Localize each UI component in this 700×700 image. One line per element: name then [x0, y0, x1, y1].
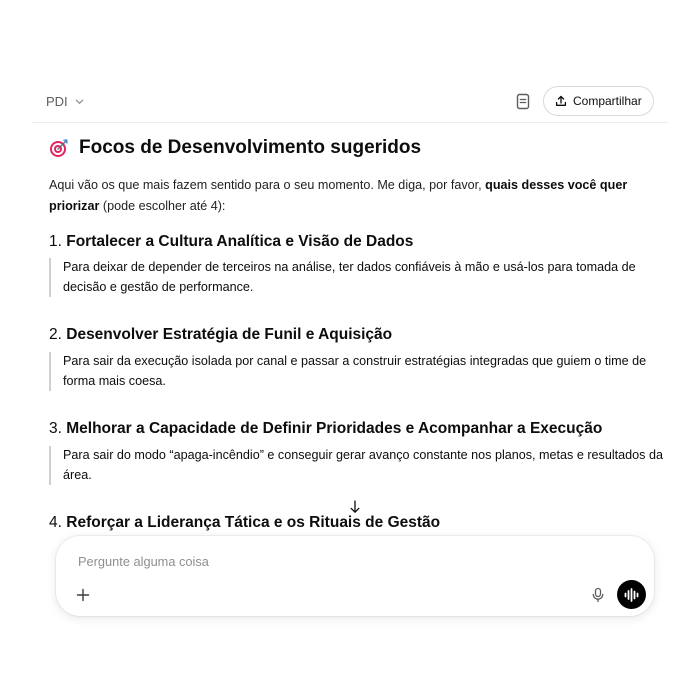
microphone-icon: [591, 587, 605, 603]
waveform-icon: [624, 588, 639, 602]
section-heading-text: Melhorar a Capacidade de Definir Prioridades e Acompanhar a Execução: [66, 420, 603, 437]
share-button[interactable]: [543, 86, 654, 116]
target-icon: [49, 138, 69, 158]
upload-icon: [555, 95, 567, 107]
section-heading-text: Reforçar a Liderança Tática e os Rituais de Gestão: [66, 514, 441, 531]
add-attachment-button[interactable]: [70, 582, 96, 608]
section-number: 4.: [49, 514, 62, 531]
section-heading-2: [49, 323, 392, 347]
message-title: [49, 134, 655, 162]
arrow-down-icon: [349, 500, 361, 514]
prompt-input[interactable]: [76, 550, 600, 572]
section-description-2: Para sair da execução isolada por canal e passar a construir estratégias integradas que guiem o time de forma mais coesa.: [49, 352, 663, 391]
section-number: 1.: [49, 233, 62, 250]
section-description-3: Para sair do modo “apaga-incêndio” e conseguir gerar avanço constante nos planos, metas e resultados da área.: [49, 446, 663, 485]
share-button-label: Compartilhar: [573, 94, 642, 108]
model-selector[interactable]: [46, 90, 85, 112]
assistant-message: [49, 134, 663, 531]
message-title-text: Focos de Desenvolvimento sugeridos: [79, 137, 422, 158]
section-heading-3: [49, 417, 602, 441]
section-number: 2.: [49, 326, 62, 343]
intro-bold-text: quais desses você quer priorizar: [49, 178, 628, 213]
section-number: 3.: [49, 420, 62, 437]
dictate-button[interactable]: [586, 583, 610, 607]
intro-paragraph: [49, 175, 655, 217]
scroll-to-bottom-button[interactable]: [346, 499, 364, 515]
voice-mode-button[interactable]: [617, 580, 646, 609]
section-heading-text: Desenvolver Estratégia de Funil e Aquisição: [66, 326, 393, 343]
section-heading-text: Fortalecer a Cultura Analítica e Visão de Dados: [66, 233, 414, 250]
plus-icon: [76, 588, 90, 602]
top-bar: [32, 84, 668, 123]
model-selector-label: PDI: [46, 93, 68, 109]
chevron-down-icon: [74, 96, 85, 107]
section-description-1: Para deixar de depender de terceiros na análise, ter dados confiáveis à mão e usá-los para tomada de decisão e gestão de performance.: [49, 258, 663, 297]
intro-tail-text: (pode escolher até 4):: [99, 199, 226, 213]
section-heading-1: [49, 230, 413, 254]
intro-text: Aqui vão os que mais fazem sentido para o seu momento. Me diga, por favor,: [49, 178, 486, 192]
section-heading-4: [49, 511, 440, 535]
message-composer: [56, 536, 654, 616]
canvas-notes-button[interactable]: [510, 88, 536, 114]
document-icon: [515, 93, 531, 110]
